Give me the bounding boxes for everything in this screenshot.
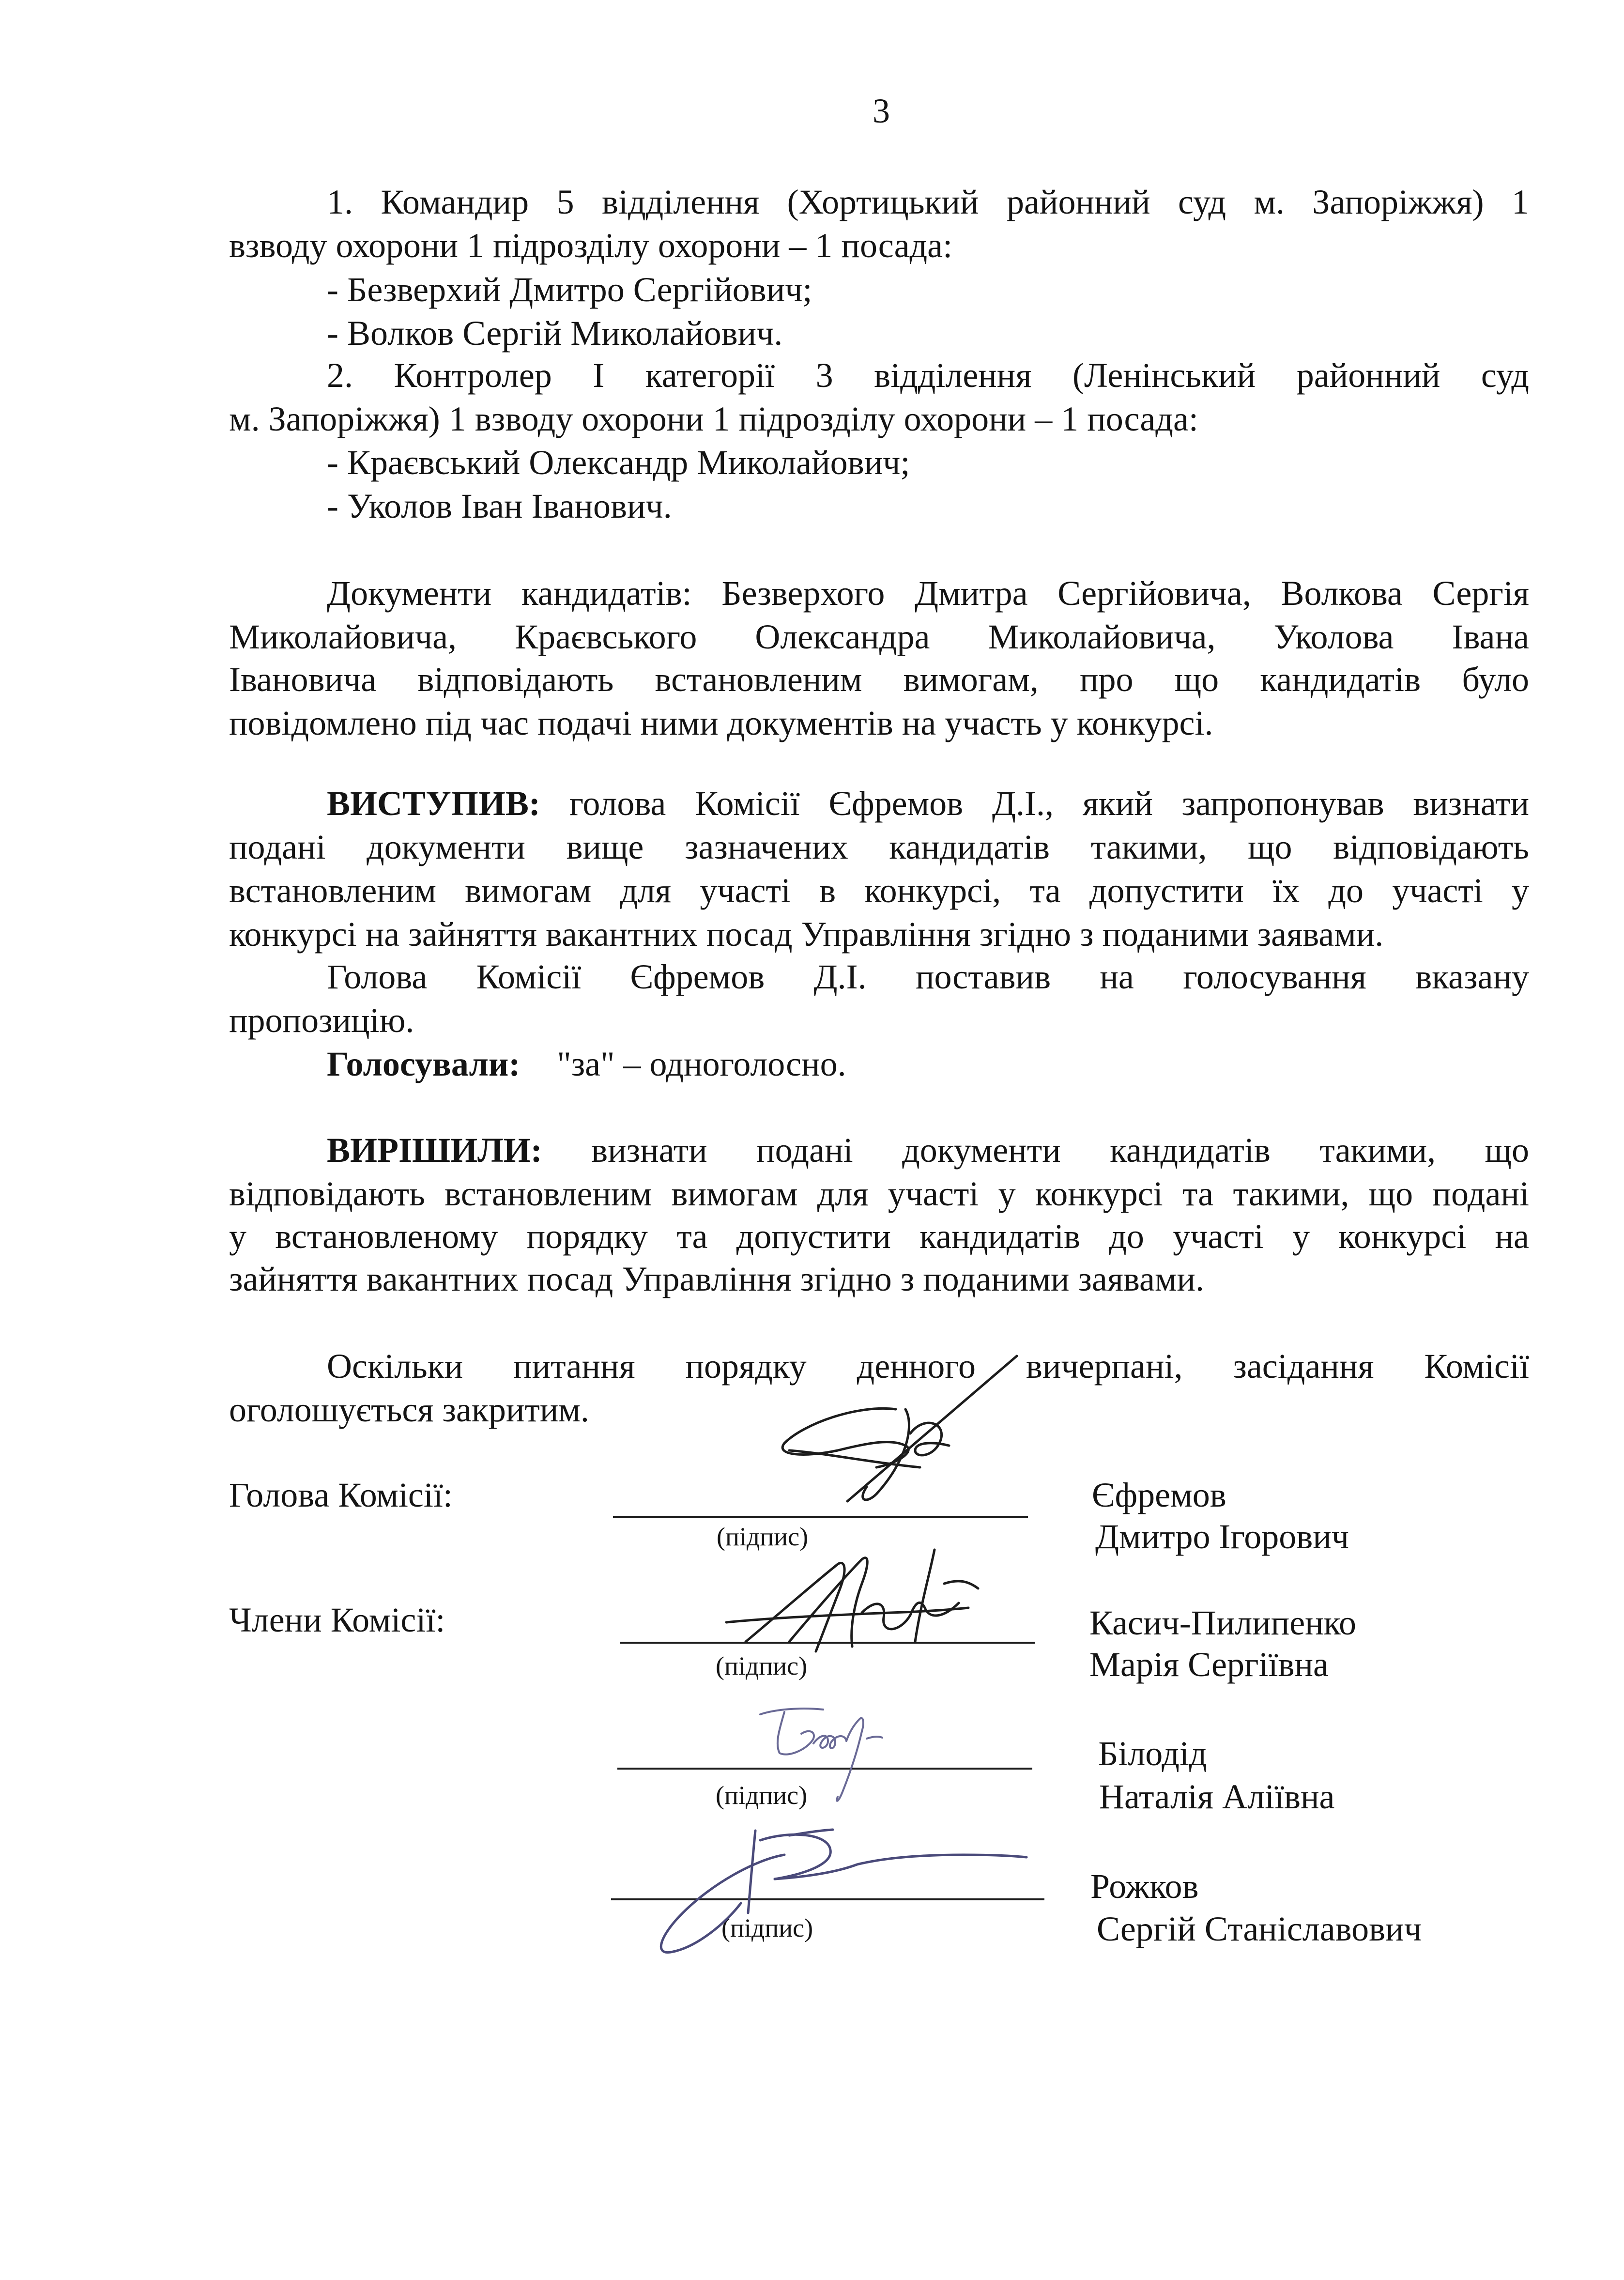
- chair-signature-line: [613, 1516, 1028, 1518]
- documents-line-3: Івановича відповідають встановленим вимогам, про що кандидатів було: [229, 660, 1529, 699]
- members-label: Члени Комісії:: [229, 1601, 445, 1639]
- member3-signature-caption: (підпис): [721, 1913, 813, 1942]
- decided-label: ВИРІШИЛИ:: [327, 1131, 542, 1170]
- documents-line-2: Миколайовича, Краєвського Олександра Миколайовича, Уколова Івана: [229, 617, 1529, 656]
- member2-handwritten-signature: [755, 1685, 949, 1821]
- item1-candidate-2: - Волков Сергій Миколайович.: [327, 314, 783, 353]
- item2-line1: 2. Контролер І категорії 3 відділення (Ленінський районний суд: [327, 356, 1529, 395]
- documents-line-1: Документи кандидатів: Безверхого Дмитра Сергійовича, Волкова Сергія: [327, 574, 1529, 613]
- decided-line1-text: визнати подані документи кандидатів такими, що: [542, 1131, 1529, 1170]
- chair-surname: Єфремов: [1092, 1476, 1226, 1514]
- member1-given-name: Марія Сергіївна: [1089, 1645, 1329, 1684]
- documents-line-4: повідомлено під час подачі ними документів на участь у конкурсі.: [229, 704, 1213, 742]
- spoke-vote-line-1: Голова Комісії Єфремов Д.І. поставив на голосування вказану: [327, 957, 1529, 996]
- item1-candidate-1: - Безверхий Дмитро Сергійович;: [327, 270, 812, 309]
- member1-signature-caption: (підпис): [716, 1651, 808, 1680]
- member2-surname: Білодід: [1098, 1734, 1207, 1773]
- member3-given-name: Сергій Станіславович: [1097, 1910, 1422, 1948]
- member3-handwritten-signature: [644, 1811, 1041, 1976]
- spoke-vote-line-2: пропозицію.: [229, 1001, 414, 1040]
- item1-line1: 1. Командир 5 відділення (Хортицький районний суд м. Запоріжжя) 1: [327, 183, 1529, 221]
- spoke-line-2: подані документи вище зазначених кандидатів такими, що відповідають: [229, 828, 1529, 866]
- spoke-line-3: встановленим вимогам для участі в конкурсі, та допустити їх до участі у: [229, 871, 1529, 910]
- decided-line-2: відповідають встановленим вимогам для участі у конкурсі та такими, що подані: [229, 1174, 1529, 1213]
- page-number: 3: [873, 92, 890, 130]
- voted-line: [327, 1042, 1529, 1086]
- item1-line2: взводу охорони 1 підрозділу охорони – 1 посада:: [229, 226, 953, 265]
- spoke-label: ВИСТУПИВ:: [327, 784, 540, 823]
- member1-surname: Касич-Пилипенко: [1089, 1603, 1357, 1642]
- closing-line-1: Оскільки питання порядку денного вичерпані, засідання Комісії: [327, 1347, 1529, 1386]
- voted-value: "за" – одноголосно.: [557, 1045, 846, 1083]
- spoke-line-1: [327, 782, 1529, 825]
- item2-candidate-2: - Уколов Іван Іванович.: [327, 487, 672, 525]
- item2-line2: м. Запоріжжя) 1 взводу охорони 1 підрозділу охорони – 1 посада:: [229, 400, 1198, 438]
- chair-label: Голова Комісії:: [229, 1476, 453, 1514]
- member2-signature-caption: (підпис): [716, 1781, 808, 1810]
- voted-label: Голосували:: [327, 1045, 521, 1083]
- chair-given-name: Дмитро Ігорович: [1095, 1517, 1349, 1556]
- spoke-line1-text: голова Комісії Єфремов Д.І., який запропонував визнати: [540, 784, 1529, 823]
- member2-given-name: Наталія Аліївна: [1099, 1777, 1335, 1816]
- closing-line-2: оголошується закритим.: [229, 1390, 589, 1429]
- decided-line-3: у встановленому порядку та допустити кандидатів до участі у конкурсі на: [229, 1217, 1529, 1256]
- item2-candidate-1: - Краєвський Олександр Миколайович;: [327, 443, 910, 482]
- spoke-line-4: конкурсі на зайняття вакантних посад Управління згідно з поданими заявами.: [229, 915, 1384, 954]
- decided-line-1: [327, 1128, 1529, 1172]
- decided-line-4: зайняття вакантних посад Управління згідно з поданими заявами.: [229, 1260, 1205, 1298]
- chair-signature-caption: (підпис): [717, 1522, 809, 1551]
- chair-handwritten-signature: [746, 1346, 1046, 1511]
- member1-handwritten-signature: [717, 1530, 988, 1671]
- member3-surname: Рожков: [1090, 1867, 1199, 1906]
